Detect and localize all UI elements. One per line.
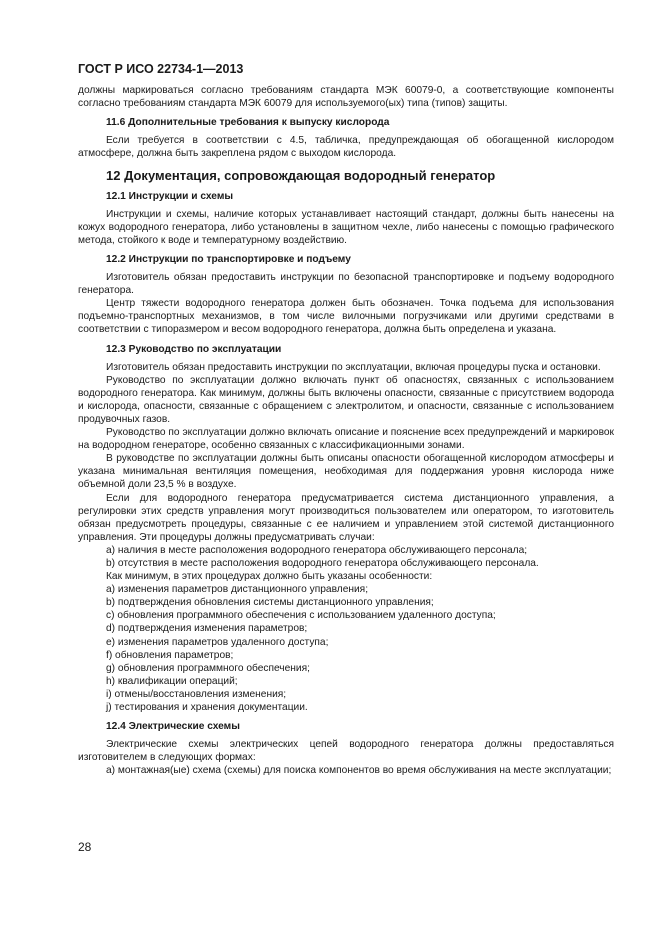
feature-list-item: е) изменения параметров удаленного доступа;	[106, 636, 329, 648]
section-12-1-text: Инструкции и схемы, наличие которых устанавливает настоящий стандарт, должны быть нанесены на кожух водородного генератора, либо установлены в защитном чехле, либо нанесены с помощью графического метода, стойкого к воде и температурному воздействию.	[78, 208, 614, 246]
section-12-title: 12 Документация, сопровождающая водородный генератор	[106, 168, 496, 184]
feature-list-item: а) изменения параметров дистанционного управления;	[106, 584, 369, 596]
feature-list-item: i) отмены/восстановления изменения;	[106, 688, 287, 700]
feature-list-item: h) квалификации операций;	[106, 675, 238, 687]
feature-list-item: g) обновления программного обеспечения;	[106, 662, 310, 674]
standard-header: ГОСТ Р ИСО 22734-1—2013	[78, 62, 244, 76]
page-number: 28	[78, 840, 92, 854]
case-list-item: а) наличия в месте расположения водородного генератора обслуживающего персонала;	[106, 544, 528, 556]
feature-list-item: j) тестирования и хранения документации.	[106, 702, 308, 714]
case-list-item: b) отсутствия в месте расположения водородного генератора обслуживающего персонала.	[106, 558, 539, 569]
feature-list-item: d) подтверждения изменения параметров;	[106, 623, 308, 635]
section-12-3-paragraph: Как минимум, в этих процедурах должно быть указаны особенности:	[106, 571, 433, 583]
section-12-2-title: 12.2 Инструкции по транспортировке и подъему	[106, 253, 351, 265]
section-12-2-paragraph: Изготовитель обязан предоставить инструкции по безопасной транспортировке и подъему водородного генератора.	[78, 272, 614, 297]
section-12-2-paragraph: Центр тяжести водородного генератора должен быть обозначен. Точка подъема для использования подъемно-транспортных механизмов, в том числе вилочными погрузчиками или другими средствами в соответствии с типоразмером и весом водородного генератора, должна быть определена и указана.	[78, 298, 614, 336]
section-12-3-paragraph: Если для водородного генератора предусматривается система дистанционного управления, а регулировки этих средств управления могут производиться пользователем или оператором, то изготовитель обязан предусмотреть процедуры, связанные с ее наличием и управлением этой системой дистанционного управления. Эти процедуры должны предусматривать случаи:	[78, 492, 614, 543]
section-12-4-paragraph: а) монтажная(ые) схема (схемы) для поиска компонентов во время обслуживания на месте эксплуатации;	[106, 765, 612, 777]
page-body	[78, 84, 614, 778]
section-12-3-paragraph: В руководстве по эксплуатации должны быть описаны опасности обогащенной кислородом атмосферы и указана минимальная вентиляция помещения, необходимая для поддержания уровня кислорода ниже объемной доли 23,5 % в воздухе.	[78, 453, 614, 491]
section-12-3-paragraph: Руководство по эксплуатации должно включать пункт об опасностях, связанных с использованием водородного генератора. Как минимум, должны быть включены опасности, связанные с присутствием водорода и кислорода, опасности, связанные с обращением с электролитом, и опасности, связанные с использованием продувочных газов.	[78, 374, 614, 425]
intro-paragraph: должны маркироваться согласно требованиям стандарта МЭК 60079-0, а соответствующие компоненты согласно требованиям стандарта МЭК 60079 для используемого(ых) типа (типов) защиты.	[78, 85, 614, 110]
feature-list-item: b) подтверждения обновления системы дистанционного управления;	[106, 597, 434, 609]
section-12-4-title: 12.4 Электрические схемы	[106, 721, 240, 733]
section-12-3-paragraph: Руководство по эксплуатации должно включать описание и пояснение всех предупреждений и маркировок на водородном генераторе, особенно связанных с классификационными зонами.	[78, 427, 614, 452]
section-12-3-title: 12.3 Руководство по эксплуатации	[106, 343, 282, 355]
section-12-4-paragraph: Электрические схемы электрических цепей водородного генератора должны предоставляться изготовителем в следующих формах:	[78, 739, 614, 764]
section-12-1-title: 12.1 Инструкции и схемы	[106, 190, 234, 202]
feature-list-item: с) обновления программного обеспечения с использованием удаленного доступа;	[106, 610, 496, 622]
section-11-6-title: 11.6 Дополнительные требования к выпуску кислорода	[106, 117, 390, 129]
section-12-3-paragraph: Изготовитель обязан предоставить инструкции по эксплуатации, включая процедуры пуска и остановки.	[106, 361, 601, 373]
feature-list-item: f) обновления параметров;	[106, 649, 234, 661]
section-11-6-text: Если требуется в соответствии с 4.5, табличка, предупреждающая об обогащенной кислородом атмосфере, должна быть закреплена рядом с выходом кислорода.	[78, 135, 614, 160]
